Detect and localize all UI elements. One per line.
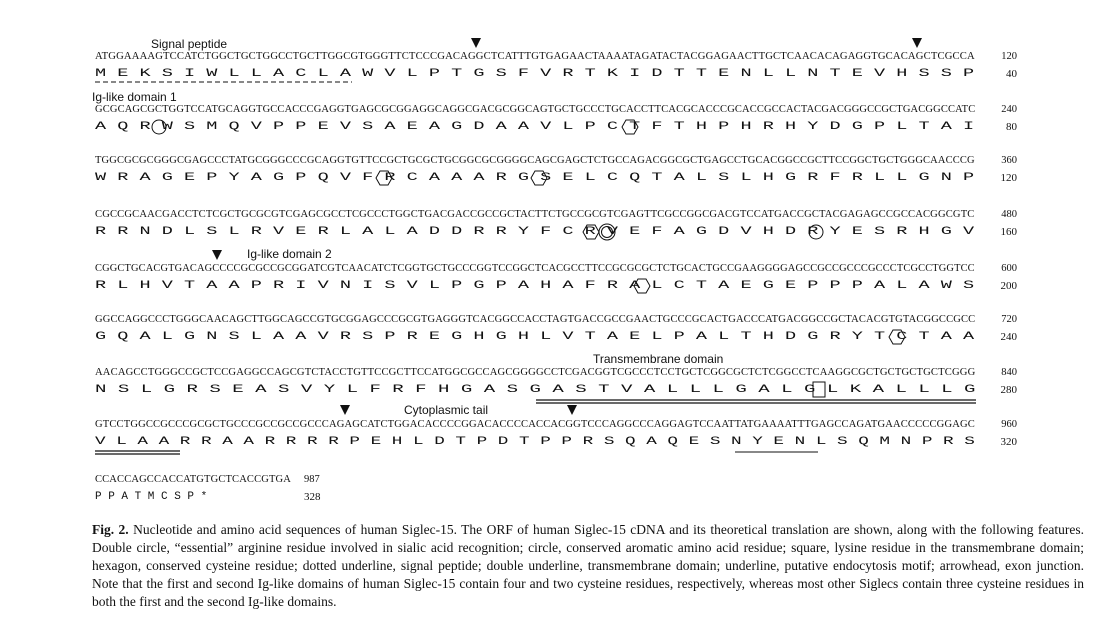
amino-acid-position: 280 (1000, 384, 1017, 396)
nucleotide-position: 240 (1001, 104, 1017, 115)
amino-acid-position: 328 (304, 491, 321, 503)
nucleotide-row: CCACCAGCCACCATGTGCTCACCGTGA (95, 474, 291, 485)
caption-text: Nucleotide and amino acid sequences of human Siglec-15. The ORF of human Siglec-15 cDNA and its theoretical translation are shown, along with the following features. Double circle, “essential” arginine residue involved in sialic acid recognition; circle, conserved aromatic amino acid residue; square, lysine residue in the transmembrane domain; hexagon, conserved cysteine residue; dotted underline, signal peptide; double underline, transmembrane domain; underline, putative endocytosis motif; arrowhead, exon junction. Note that the first and second Ig-like domains of human Siglec-15 contain four and two cysteine residues, respectively, whereas most other Siglecs contain three cysteine residues in both the first and the second Ig-like domains. (92, 522, 1084, 609)
exon-junction-arrowhead (212, 250, 222, 260)
cysteine-hexagon (889, 330, 905, 344)
amino-acid-row: V L A A R R A A R R R R P E H L D T P D T P P R S Q A Q E S N Y E N L S Q M N P R S (95, 436, 975, 448)
amino-acid-row: M E K S I W L L A C L A W V L P T G S F V R T K I D T T E N L L N T E V H S S P (95, 68, 975, 80)
nucleotide-row: TGGCGCGCGGGCGAGCCCTATGCGGGCCCGCAGGTGTTCCGCTGCGCTGCGGCGCGGGGCAGCGAGCTCTGCCAGACGGCGCTGAGCCTGCACGGCCGCTTCCGGCTGCTGGGCAACCCG (95, 155, 975, 166)
nucleotide-row: CGGCTGCACGTGACAGCCCCGCGCCGCGGATCGTCAACATCTCGGTGCTGCCCGGTCCGGCTCACGCCTTCCGCGCGCTCTGCACTGCCGAAGGGGAGCCGCCGCCCGCCCTCGCCTGGTCC (95, 263, 975, 274)
nucleotide-row: GTCCTGGCCGCCCGCGCTGCCCGCCGCCGCCCAGAGCATCTGGACACCCCGGACACCCCACCACGGTCCCAGGCCCAGGAGTCCAATTATGAAAATTTGAGCCAGATGAACCCCCGGAGC (95, 419, 975, 430)
amino-acid-position: 160 (1000, 226, 1017, 238)
amino-acid-position: 40 (1006, 68, 1017, 80)
nucleotide-row: GCGCAGCGCTGGTCCATGCAGGTGCCACCCGAGGTGAGCGCGGAGGCAGGCGACGCGGCAGTGCTGCCCTGCACCTTCACGCACCCGCACCGCCACTACGACGGGCCGCTGACGGCCATC (95, 104, 976, 115)
cysteine-hexagon (634, 279, 650, 293)
ig-domain-1-label: Ig-like domain 1 (92, 90, 177, 104)
amino-acid-position: 320 (1000, 436, 1017, 448)
essential-arginine-inner-circle (602, 227, 613, 238)
amino-acid-row: G Q A L G N S L A A V R S P R E G H G H L V T A E L P A L T H D G R Y T C T A A (95, 331, 975, 343)
nucleotide-position: 360 (1001, 155, 1017, 166)
nucleotide-row: AACAGCCTGGGCCGCTCCGAGGCCAGCGTCTACCTGTTCCGCTTCCATGGCGCCAGCGGGGCCTCGACGGTCGCCCTCCTGCTCGGCGCTCTCGGCCTCAAGGCGCTGCTGCTGCTCGGG (95, 367, 976, 378)
cysteine-hexagon (622, 120, 638, 134)
amino-acid-row: R L H V T A A P R I V N I S V L P G P A H A F R A L C T A E G E P P P A L A W S (95, 280, 975, 292)
aromatic-residue-circle (152, 120, 166, 134)
nucleotide-position: 987 (304, 474, 320, 485)
ig-domain-2-label: Ig-like domain 2 (247, 247, 332, 261)
figure-number: Fig. 2. (92, 522, 129, 537)
nucleotide-row: GGCCAGGCCCTGGGCAACAGCTTGGCAGCCGTGCGGAGCCCGCGTGAGGGTCACGGCCACCTAGTGACCGCCGAACTGCCCGCACTGACCCATGACGGCCGCTACACGTGTACGGCCGCC (95, 314, 976, 325)
nucleotide-position: 600 (1001, 263, 1017, 274)
amino-acid-row: A Q R W S M Q V P P E V S A E A G D A A V L P C T F T H P H R H Y D G P L T A I (95, 121, 975, 133)
exon-junction-arrowhead (567, 405, 577, 415)
exon-junction-arrowhead (912, 38, 922, 48)
amino-acid-position: 120 (1000, 172, 1017, 184)
transmembrane-label: Transmembrane domain (593, 352, 724, 366)
exon-junction-arrowhead (340, 405, 350, 415)
lysine-square (813, 382, 825, 397)
exon-junction-arrowhead (471, 38, 481, 48)
signal-peptide-label: Signal peptide (151, 37, 228, 51)
nucleotide-position: 120 (1001, 51, 1017, 62)
cytoplasmic-tail-label: Cytoplasmic tail (404, 403, 489, 417)
amino-acid-position: 80 (1006, 121, 1017, 133)
nucleotide-position: 960 (1001, 419, 1017, 430)
amino-acid-row: R R N D L S L R V E R L A L A D D R R Y F C R V E F A G D V H D R Y E S R H G V (95, 226, 975, 238)
amino-acid-row: P P A T M C S P * (95, 491, 208, 503)
figure-caption (92, 521, 1084, 611)
amino-acid-row: N S L G R S E A S V Y L F R F H G A S G A S T V A L L L G A L G L K A L L L G (95, 384, 976, 396)
amino-acid-row: W R A G E P Y A G P Q V F R C A A A R G S E L C Q T A L S L H G R F R L L G N P (95, 172, 975, 184)
cysteine-hexagon (531, 171, 547, 185)
cysteine-hexagon (376, 171, 392, 185)
amino-acid-position: 240 (1000, 331, 1017, 343)
amino-acid-position: 200 (1000, 280, 1017, 292)
nucleotide-row: ATGGAAAAGTCCATCTGGCTGCTGGCCTGCTTGGCGTGGGTTCTCCCGACAGGCTCATTTGTGAGAACTAAAATAGATACTACGGAGAACTTGCTCAACACAGAGGTGCACAGCTCGCCA (95, 51, 975, 62)
nucleotide-position: 840 (1001, 367, 1017, 378)
nucleotide-row: CGCCGCAACGACCTCTCGCTGCGCGTCGAGCGCCTCGCCCTGGCTGACGACCGCCGCTACTTCTGCCGCGTCGAGTTCGCCGGCGACGTCCATGACCGCTACGAGAGCCGCCACGGCGTC (95, 209, 975, 220)
nucleotide-position: 720 (1001, 314, 1017, 325)
aromatic-residue-circle (809, 225, 823, 239)
nucleotide-position: 480 (1001, 209, 1017, 220)
cysteine-hexagon (583, 225, 599, 239)
